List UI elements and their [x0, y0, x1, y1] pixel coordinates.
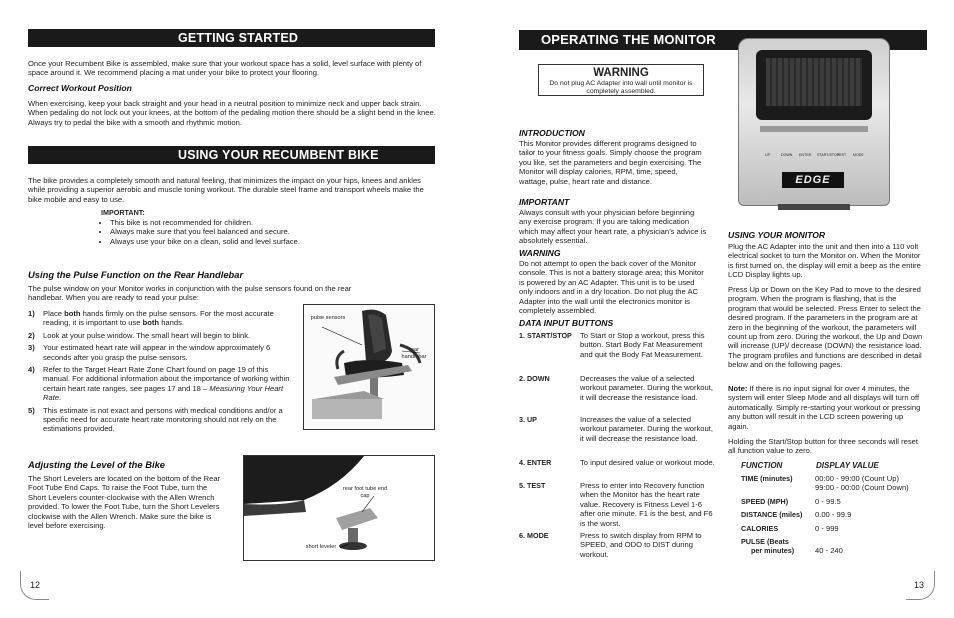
step-text: This estimate is not exact and persons with medical conditions and/or a specific need for accurate heart rate monitoring should not rely on the estimations provided.	[43, 405, 283, 434]
step-number: 5)	[28, 405, 35, 415]
leveler-photo	[243, 455, 435, 561]
note-label: Note:	[728, 384, 748, 393]
step-number: 4)	[28, 365, 35, 375]
step-number: 3)	[28, 343, 35, 353]
button-desc: To input desired value or workout mode.	[580, 458, 715, 467]
warning-box	[538, 64, 704, 96]
using-monitor-p4: Holding the Start/Stop button for three seconds will reset all function value to zero.	[728, 437, 918, 456]
correct-position-text: When exercising, keep your back straight and your head in a neutral position to minimize neck and upper back strain. When pedaling do not lock out your knees, at the bottom of the pedaling motion there should be a slight bend in the knee. Always try to pedal the bike with a smooth and rhythmic motion.	[28, 99, 436, 127]
function-value: 0 - 99.5	[815, 496, 841, 506]
important-item: • Always use your bike on a clean, solid and level surface.	[110, 237, 401, 246]
page-number-left: 12	[30, 580, 41, 590]
function-row	[741, 510, 926, 519]
function-row	[741, 483, 926, 492]
function-name: DISTANCE (miles)	[741, 510, 803, 520]
button-desc: Decreases the value of a selected workout parameter. During the workout, it will decrease the resistance load.	[580, 374, 713, 402]
callout-rear-handlebar: rear handlebar	[401, 347, 427, 360]
monitor-console	[738, 38, 890, 210]
function-value: 0 - 999	[815, 523, 839, 533]
introduction-heading: INTRODUCTION	[519, 128, 585, 138]
important-label: IMPORTANT:	[101, 208, 145, 217]
button-key: 4. ENTER	[519, 458, 552, 467]
step-bold: both	[64, 309, 81, 318]
button-key: 6. MODE	[519, 531, 549, 540]
function-name: CALORIES	[741, 523, 779, 533]
key-start-stop[interactable]: START/STOP	[817, 153, 840, 157]
using-monitor-p2: Press Up or Down on the Key Pad to move to the desired program. When the program is flashing, that is the program that would be selected. Press Enter to select the desired program. If the parameters in the program are at zero in the beginning of the workout, the parameters will count up from zero. During the workout, the Up and Down will increase (UP)/ decrease (DOWN) the resistance load. The program profiles and functions are described in detail below and on the following pages.	[728, 285, 923, 370]
monitor-divider	[760, 126, 868, 132]
getting-started-title: GETTING STARTED	[178, 31, 299, 45]
button-key: 1. START/STOP	[519, 331, 572, 340]
key-up[interactable]: UP	[765, 153, 770, 157]
step-bold: both	[142, 318, 160, 328]
key-mode[interactable]: MODE	[853, 153, 864, 157]
button-desc: Increases the value of a selected workout parameter. During the workout, it will decrease the resistance load.	[580, 415, 713, 443]
getting-started-intro: Once your Recumbent Bike is assembled, make sure that your workout space has a solid, level surface with plenty of space around it. We recommend placing a mat under your bike to protect your flooring.	[28, 59, 422, 78]
button-desc-mode	[519, 531, 719, 561]
function-name: SPEED (MPH)	[741, 496, 789, 506]
function-row	[741, 546, 926, 555]
warning2-heading: WARNING	[519, 248, 561, 258]
button-key: 5. TEST	[519, 481, 546, 490]
key-test[interactable]: TEST	[837, 153, 847, 157]
pulse-step	[28, 331, 290, 340]
function-row	[741, 524, 926, 533]
callout-short-leveler: short leveler	[305, 544, 337, 550]
level-text: The Short Levelers are located on the bottom of the Rear Foot Tube End Caps. To raise the Foot Tube, turn the Short Levelers counter-clockwise with the Allen Wrench provided. To lower the Foot Tube, turn the Short Levelers clockwise with the Allen Wrench. Make sure the bike is level before exercising.	[28, 474, 221, 531]
data-input-heading: DATA INPUT BUTTONS	[519, 318, 614, 328]
monitor-lcd-screen	[766, 58, 862, 106]
step-text: Your estimated heart rate will appear in the window approximately 6 seconds after you grasp the pulse sensors.	[43, 343, 271, 362]
note-text: If there is no input signal for over 4 minutes, the system will enter Sleep Mode and all displays will turn off automatically. Simply re-starting your workout or pressing any button will result in the LCD screen powering up again.	[728, 384, 921, 431]
step-text: .	[59, 393, 62, 403]
monitor-keypad	[765, 153, 865, 161]
pulse-intro: The pulse window on your Monitor works in conjunction with the pulse sensors found on the rear handlebar. When you are ready to read your pulse:	[28, 284, 352, 303]
step-text: Look at your pulse window. The small heart will begin to blink.	[43, 330, 251, 340]
monitor-lcd-bezel	[756, 50, 872, 120]
important-item: • This bike is not recommended for children.	[110, 218, 401, 227]
pulse-step	[28, 343, 290, 362]
function-name: TIME (minutes)	[741, 474, 793, 483]
button-desc-test	[519, 481, 719, 527]
display-value-header: DISPLAY VALUE	[816, 461, 879, 470]
key-down[interactable]: DOWN	[781, 153, 793, 157]
step-number: 2)	[28, 330, 35, 340]
warning-text: Do not plug AC Adapter into wall until monitor is completely assembled.	[549, 80, 693, 95]
level-heading: Adjusting the Level of the Bike	[28, 459, 165, 470]
step-italic: Measuring Your Heart Rate	[43, 383, 284, 403]
button-desc: Press to enter into Recovery function when the Monitor has the heart rate value. Recovery is Fitness Level 1-6 after one minute. F1 is the best, and F6 is the worst.	[580, 481, 713, 528]
pulse-step	[28, 309, 290, 328]
key-enter[interactable]: ENTER	[799, 153, 812, 157]
function-row	[741, 474, 926, 483]
button-desc-down	[519, 374, 719, 414]
function-header: FUNCTION	[741, 461, 783, 470]
button-desc-start-stop	[519, 331, 719, 371]
function-value: 99:00 - 00:00 (Count Down)	[815, 483, 909, 493]
step-text: Refer to the Target Heart Rate Zone Chart found on page 19 of this manual. For additional information about the importance of working within certain heart rate ranges, see pages 17 and 18 –	[43, 365, 290, 393]
step-text: hands firmly on the pulse sensors. For the most accurate reading, it is important to use	[43, 309, 274, 328]
pulse-heading: Using the Pulse Function on the Rear Handlebar	[28, 269, 244, 280]
using-bike-banner	[28, 146, 435, 164]
using-bike-intro: The bike provides a completely smooth and natural feeling, that minimizes the impact on your hips, knees and ankles while providing a superior aerobic and muscle toning workout. The durable steel frame and transport wheels make the bike mobile and easy to use.	[28, 176, 424, 204]
important-list	[101, 218, 401, 246]
correct-position-heading: Correct Workout Position	[28, 83, 132, 93]
callout-pulse-sensors: pulse sensors	[310, 315, 346, 321]
using-monitor-heading: USING YOUR MONITOR	[728, 230, 826, 240]
pulse-step	[28, 406, 290, 434]
function-row	[741, 497, 926, 506]
step-text: Place	[43, 309, 65, 318]
introduction-text: This Monitor provides different programs designed to tailor to your fitness goals. Simply choose the program you like, set the parameters and begin exercising. The Monitor will display calories, RPM, time, speed, wattage, pulse, heart rate and distance.	[519, 139, 702, 186]
callout-foot-tube-end-cap: rear foot tube end cap	[342, 486, 388, 499]
button-desc: To Start or Stop a workout, press this button. Start Body Fat Measurement and quit the Body Fat Measurement.	[580, 331, 705, 359]
button-key: 3. UP	[519, 415, 537, 424]
function-name: per minutes)	[751, 546, 795, 556]
monitor-mount	[778, 204, 850, 210]
bike-handlebar-photo	[303, 304, 435, 430]
function-value: 00:00 - 99:00 (Count Up)	[815, 474, 900, 483]
pulse-steps	[28, 309, 290, 437]
warning-title: WARNING	[593, 67, 649, 79]
monitor-brand-logo: EDGE	[782, 172, 844, 188]
button-desc-up	[519, 415, 719, 455]
page-number-right: 13	[914, 580, 925, 590]
step-text: hands.	[159, 318, 184, 328]
function-row	[741, 537, 926, 546]
function-value: 40 - 240	[815, 546, 843, 556]
using-monitor-note	[728, 384, 924, 431]
function-value: 0.00 - 99.9	[815, 510, 852, 520]
important-heading: IMPORTANT	[519, 197, 570, 207]
important-box	[101, 208, 401, 246]
using-monitor-p1: Plug the AC Adapter into the unit and then into a 110 volt electrical socket to turn the Monitor on. When the Monitor is first turned on, the display will emit a beep as the entire LCD Display lights up.	[728, 242, 921, 280]
important-text: Always consult with your physician before beginning any exercise program. If you are taking medication which may affect your heart rate, a physician’s advice is absolutely essential.	[519, 208, 707, 246]
step-number: 1)	[28, 309, 35, 318]
getting-started-banner	[28, 29, 435, 47]
button-desc: Press to switch display from RPM to SPEED, and ODO to DIST during workout.	[580, 531, 702, 559]
button-desc-enter	[519, 458, 719, 480]
function-table	[741, 474, 926, 556]
pulse-step	[28, 365, 290, 403]
bike-illustration	[304, 305, 434, 429]
important-item: • Always make sure that you feel balanced and secure.	[110, 227, 401, 236]
warning2-text: Do not attempt to open the back cover of the Monitor console. This is not a battery storage area; this Monitor is powered by an AC Adapter. This unit is to be used only indoors and in a dry location. Do not plug the AC Adapter into the wall until the electronics monitor is completely assembled.	[519, 259, 704, 316]
using-bike-title: USING YOUR RECUMBENT BIKE	[178, 148, 379, 162]
operating-title: OPERATING THE MONITOR	[541, 32, 716, 47]
button-key: 2. DOWN	[519, 374, 550, 383]
function-name: PULSE (Beats	[741, 536, 789, 546]
